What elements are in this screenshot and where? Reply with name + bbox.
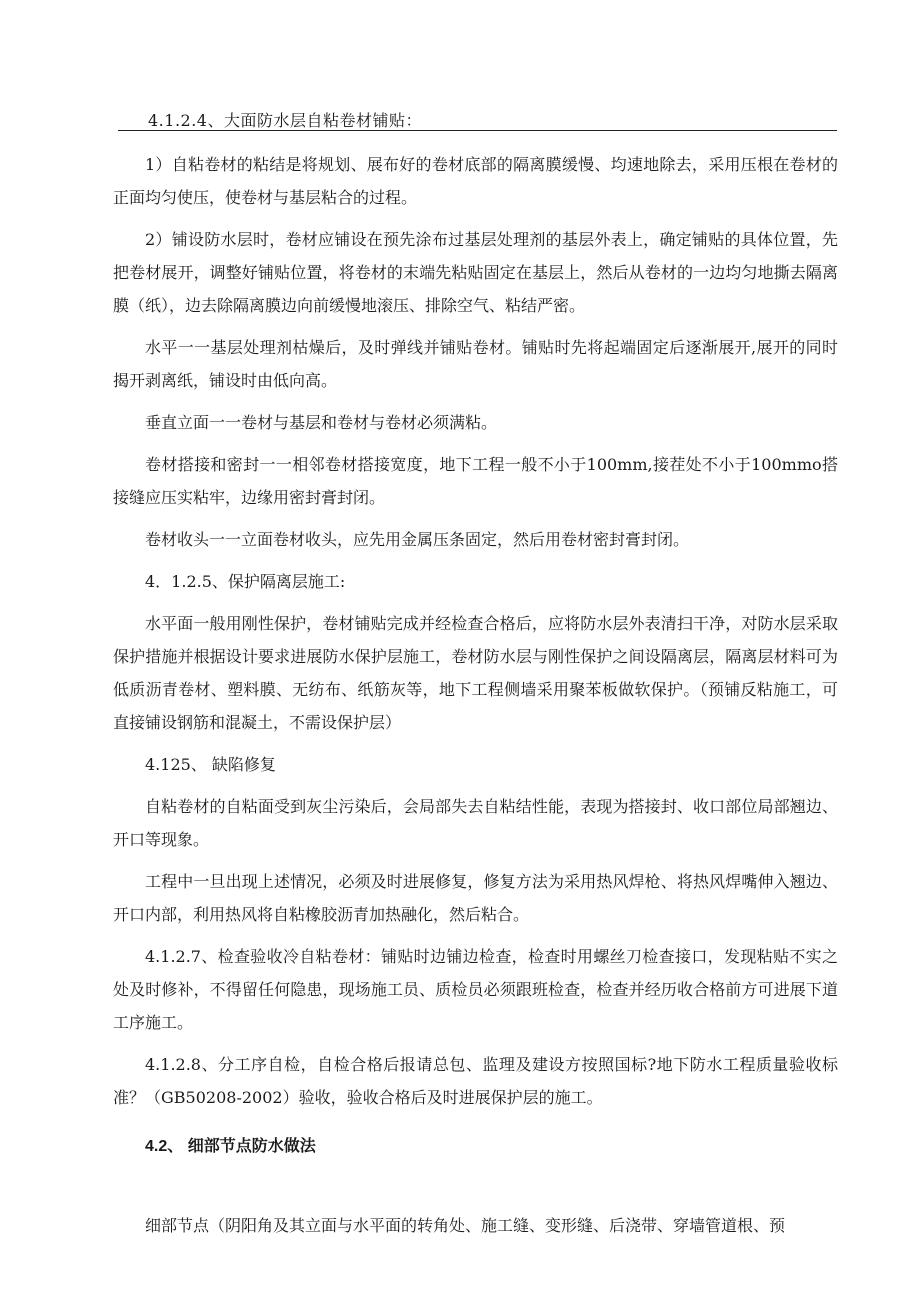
paragraph: 工程中一旦出现上述情况，必须及时进展修复，修复方法为采用热风焊枪、将热风焊嘴伸入翘边、开口内部，利用热风将自粘橡胶沥青加热融化，然后粘合。 <box>113 872 838 924</box>
header-divider <box>118 130 837 131</box>
paragraph: 4.1.2.7、检查验收冷自粘卷材：铺贴时边铺边检查，检查时用螺丝刀检查接口，发现粘贴不实之处及时修补，不得留任何隐患，现场施工员、质检员必须跟班检查，检查并经历收合格前方可进展下道工序施工。 <box>113 947 838 1032</box>
paragraph: 卷材收头一一立面卷材收头，应先用金属压条固定，然后用卷材密封膏封闭。 <box>145 530 690 549</box>
paragraph: 4.1.2.8、分工序自检，自检合格后报请总包、监理及建设方按照国标?地下防水工程质量验收标准？（GB50208-2002）验收，验收合格后及时进展保护层的施工。 <box>113 1055 838 1107</box>
paragraph: 4.125、 缺陷修复 <box>145 755 276 774</box>
section-heading: 4.2、 细部节点防水做法 <box>145 1138 316 1155</box>
paragraph: 水平面一般用刚性保护，卷材铺贴完成并经检查合格后，应将防水层外表清扫干净，对防水层采取保护措施并根据设计要求进展防水保护层施工，卷材防水层与刚性保护之间设隔离层，隔离层材料可为低质沥青卷材、塑料膜、无纺布、纸筋灰等，地下工程侧墙采用聚苯板做软保护。（预铺反粘施工，可直接铺设钢筋和混凝土，不需设保护层） <box>113 614 838 732</box>
paragraph: 细部节点（阴阳角及其立面与水平面的转角处、施工缝、变形缝、后浇带、穿墙管道根、预 <box>145 1216 786 1235</box>
body-content <box>113 148 838 1251</box>
header-title: 4.1.2.4、大面防水层自粘卷材铺贴： <box>148 111 422 130</box>
paragraph: 1）自粘卷材的粘结是将规划、展布好的卷材底部的隔离膜缓慢、均速地除去，采用压根在卷材的正面均匀使压，使卷材与基层粘合的过程。 <box>113 155 838 207</box>
paragraph: 4．1.2.5、保护隔离层施工: <box>145 572 346 591</box>
paragraph: 2）铺设防水层时，卷材应铺设在预先涂布过基层处理剂的基层外表上，确定铺贴的具体位置，先把卷材展开，调整好铺贴位置，将卷材的末端先粘贴固定在基层上，然后从卷材的一边均匀地撕去隔离膜（纸），边去除隔离膜边向前缓慢地滚压、排除空气、粘结严密。 <box>113 230 838 315</box>
paragraph: 水平一一基层处理剂枯燥后，及时弹线并铺贴卷材。铺贴时先将起端固定后逐渐展开,展开的同时揭开剥离纸，铺设时由低向高。 <box>113 338 838 390</box>
paragraph: 自粘卷材的自粘面受到灰尘污染后，会局部失去自粘结性能，表现为搭接封、收口部位局部翘边、开口等现象。 <box>113 797 838 849</box>
paragraph: 卷材搭接和密封一一相邻卷材搭接宽度，地下工程一般不小于100mm,接茬处不小于100mmo搭接缝应压实粘牢，边缘用密封膏封闭。 <box>113 455 838 507</box>
paragraph: 垂直立面一一卷材与基层和卷材与卷材必须满粘。 <box>145 413 498 432</box>
